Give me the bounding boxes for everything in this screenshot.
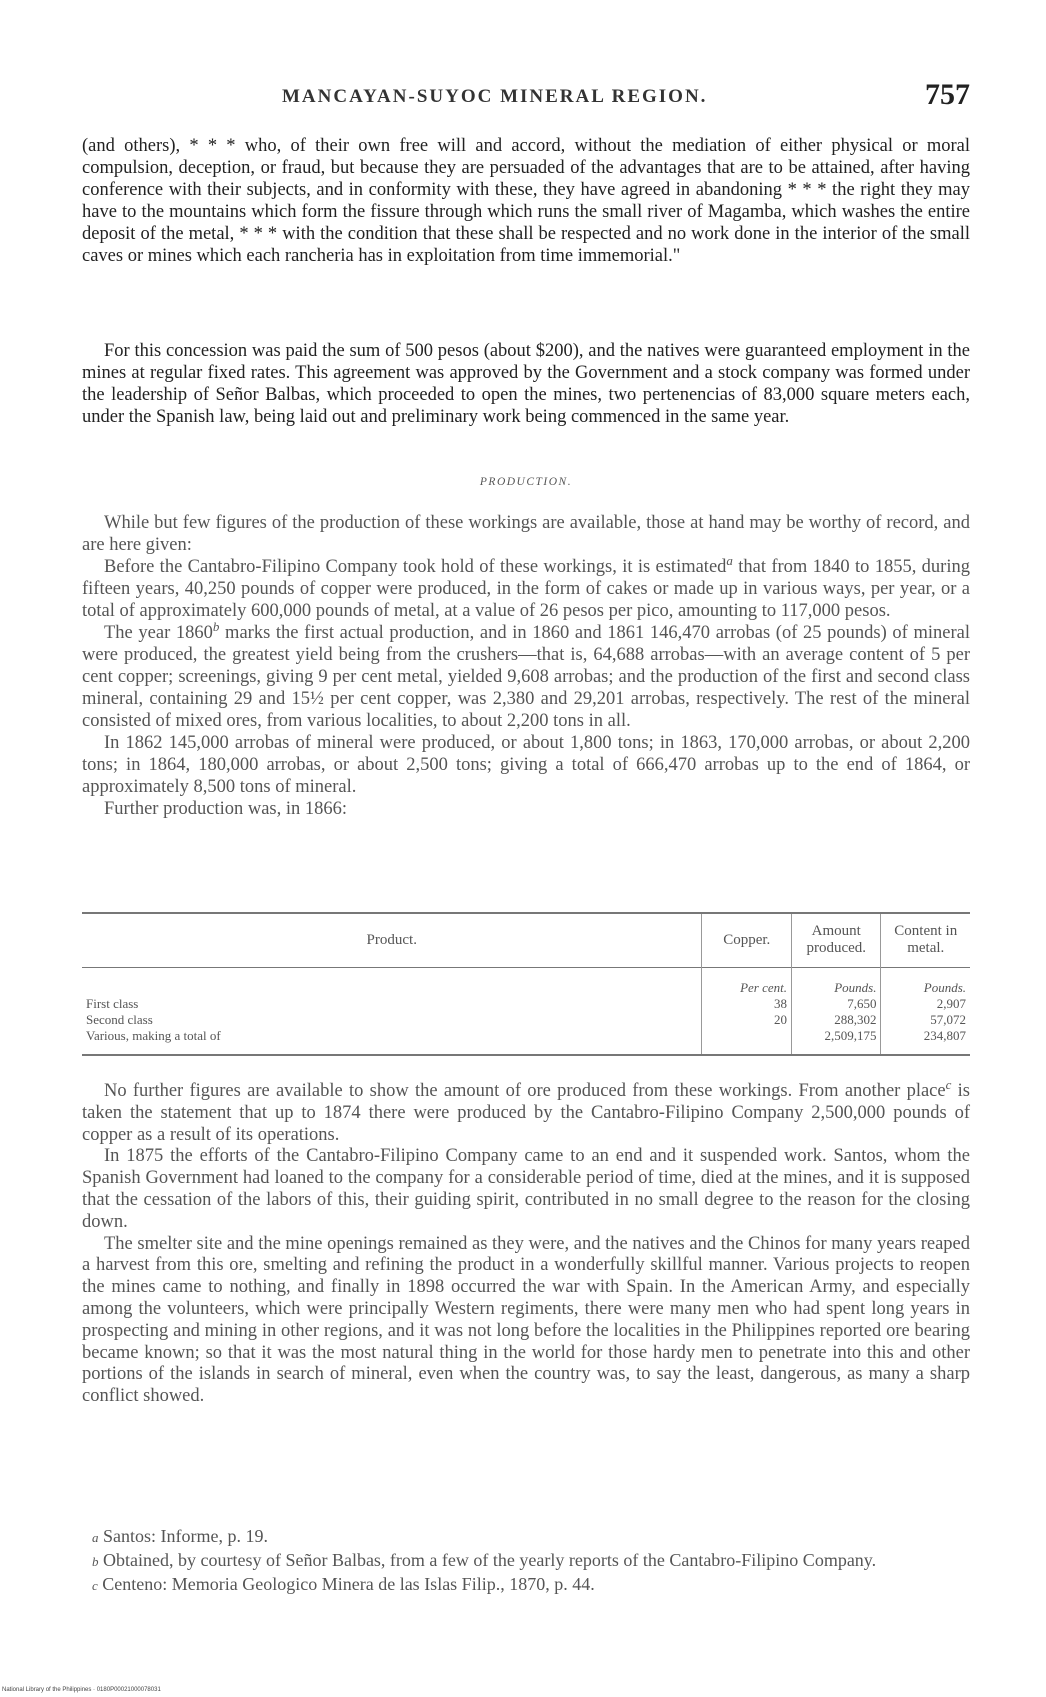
cell-product: Various, making a total of bbox=[86, 1027, 221, 1043]
header-amount: Amount produced. bbox=[791, 913, 881, 967]
paragraph: In 1875 the efforts of the Cantabro-Filipino Company came to an end and it suspended work. Santos, whom the Spanish Government had loaned to the company for a considerable period of time, died at the mines, and it is supposed that the cessation of the labors of this, their guiding spirit, contributed in no small degree to the reason for the closing down. bbox=[82, 1146, 970, 1232]
running-title: MANCAYAN-SUYOC MINERAL REGION. bbox=[282, 86, 708, 107]
cell-copper bbox=[702, 1028, 792, 1055]
footnote-text: Obtained, by courtesy of Señor Balbas, from a few of the yearly reports of the Cantabro-Filipino Company. bbox=[103, 1550, 877, 1570]
paragraph bbox=[82, 618, 970, 732]
table bbox=[82, 912, 970, 1056]
unit-content: Pounds. bbox=[881, 967, 970, 996]
paragraph: While but few figures of the production of these workings are available, those at hand may be worthy of record, and are here given: bbox=[82, 513, 970, 555]
footnote-marker: a bbox=[726, 552, 733, 568]
page-number: 757 bbox=[925, 78, 970, 111]
header-content: Content in metal. bbox=[881, 913, 970, 967]
footnote-mark: a bbox=[92, 1530, 99, 1545]
cell-amount: 7,650 bbox=[791, 996, 881, 1012]
unit-copper: Per cent. bbox=[702, 967, 792, 996]
paragraph: The smelter site and the mine openings remained as they were, and the natives and the Chinos for many years reaped a harvest from this ore, smelting and refining the product in a wonderfully skillful manner. Various projects to reopen the mines came to nothing, and finally in 1898 occurred the war with Spain. In the American Army, and especially among the volunteers, which were principally Western regiments, there were many men who had spent long years in prospecting and mining in other regions, and it was not long before the localities in the Philippines reported ore bearing became known; so that it was the most natural thing in the world for those hardy men to penetrate into this and other portions of the islands in search of mineral, even when the country was, to say the least, dangerous, as many a sharp conflict showed. bbox=[82, 1233, 970, 1407]
header-copper: Copper. bbox=[702, 913, 792, 967]
quoted-agreement-text bbox=[82, 135, 970, 267]
text-run: Before the Cantabro-Filipino Company took hold of these workings, it is estimated bbox=[104, 557, 727, 577]
running-header bbox=[82, 78, 970, 118]
unit-amount: Pounds. bbox=[791, 967, 881, 996]
footnote-mark: c bbox=[92, 1578, 98, 1593]
footnote-marker: b bbox=[212, 618, 220, 634]
header-product: Product. bbox=[366, 931, 417, 948]
cell-content: 57,072 bbox=[881, 1012, 970, 1028]
footnote-mark: b bbox=[92, 1554, 99, 1569]
units-row bbox=[82, 967, 970, 996]
text-run: marks the first actual production, and in 1860 and 1861 146,470 arrobas (of 25 pounds) of mineral were produced, the greatest yield being from the crushers—that is, 64,688 arrobas—with an average content of 5 per cent copper; screenings, giving 9 per cent metal, yielded 9,608 arrobas; and the production of the first and second class mineral, containing 29 and 15½ per cent copper, was 2,380 and 29,201 arrobas, respectively. The rest of the mineral consisted of mixed ores, from various localities, to about 2,200 tons in all. bbox=[82, 623, 970, 731]
cell-copper: 20 bbox=[702, 1012, 792, 1028]
text-run: that from 1840 to 1855, during fifteen years, 40,250 pounds of copper were produced, in the form of cakes or made up in various ways, per year, or a total of approximately 600,000 pounds of metal, at a value of 26 pesos per pico, amounting to 117,000 pesos. bbox=[82, 557, 970, 621]
paragraph: In 1862 145,000 arrobas of mineral were produced, or about 1,800 tons; in 1863, 170,000 arrobas, or about 2,200 tons; in 1864, 180,000 arrobas, or about 2,500 tons; giving a total of 666,470 arrobas up to the end of 1864, or approximately 8,500 tons of mineral. bbox=[82, 733, 970, 797]
production-section bbox=[82, 512, 970, 820]
paragraph: For this concession was paid the sum of 500 pesos (about $200), and the natives were guaranteed employment in the mines at regular fixed rates. This agreement was approved by the Government and a stock company was formed under the leadership of Señor Balbas, which proceeded to open the mines, two pertenencias of 83,000 square meters each, under the Spanish law, being laid out and preliminary work being commenced in the same year. bbox=[82, 341, 970, 427]
footnote bbox=[82, 1549, 970, 1573]
section-heading: PRODUCTION. bbox=[479, 476, 573, 488]
cell-product: Second class bbox=[86, 1011, 153, 1027]
footnotes bbox=[82, 1525, 970, 1597]
footnote-marker: c bbox=[945, 1076, 952, 1092]
cell-content: 234,807 bbox=[881, 1028, 970, 1055]
concession-paragraph bbox=[82, 340, 970, 428]
paragraph: (and others), * * * who, of their own free will and accord, without the mediation of either physical or moral compulsion, deception, or fraud, but because they are persuaded of the advantages that are to be attained, after having conference with their subjects, and in conformity with these, they have agreed in abandoning * * * the right they may have to the mountains which form the fissure through which runs the small river of Magamba, which washes the entire deposit of the metal, * * * with the condition that these shall be respected and no work done in the interior of the small caves or mines which each rancheria has in exploitation from time immemorial." bbox=[82, 136, 970, 266]
later-history-section bbox=[82, 1076, 970, 1408]
cell-amount: 2,509,175 bbox=[791, 1028, 881, 1055]
paragraph bbox=[82, 552, 970, 622]
text-run: The year 1860 bbox=[104, 623, 213, 643]
table-row bbox=[82, 1012, 970, 1028]
paragraph: Further production was, in 1866: bbox=[104, 799, 348, 819]
cell-copper: 38 bbox=[702, 996, 792, 1012]
scan-label: National Library of the Philippines · 0180P00021000078031 bbox=[2, 1687, 161, 1693]
units-blank bbox=[82, 967, 702, 996]
production-table bbox=[82, 912, 970, 1056]
table-header-row bbox=[82, 913, 970, 967]
cell-amount: 288,302 bbox=[791, 1012, 881, 1028]
text-run: No further figures are available to show the amount of ore produced from these workings. From another place bbox=[104, 1081, 946, 1101]
table-row bbox=[82, 996, 970, 1012]
footnote-text: Centeno: Memoria Geologico Minera de las Islas Filip., 1870, p. 44. bbox=[102, 1574, 595, 1594]
cell-content: 2,907 bbox=[881, 996, 970, 1012]
footnote-text: Santos: Informe, p. 19. bbox=[103, 1526, 268, 1546]
text-run: is taken the statement that up to 1874 there were produced by the Cantabro-Filipino Company 2,500,000 pounds of copper as a result of its operations. bbox=[82, 1081, 970, 1145]
cell-product: First class bbox=[86, 995, 139, 1011]
paragraph bbox=[82, 1076, 970, 1146]
table-row bbox=[82, 1028, 970, 1055]
footnote bbox=[82, 1525, 970, 1549]
footnote bbox=[82, 1573, 970, 1597]
